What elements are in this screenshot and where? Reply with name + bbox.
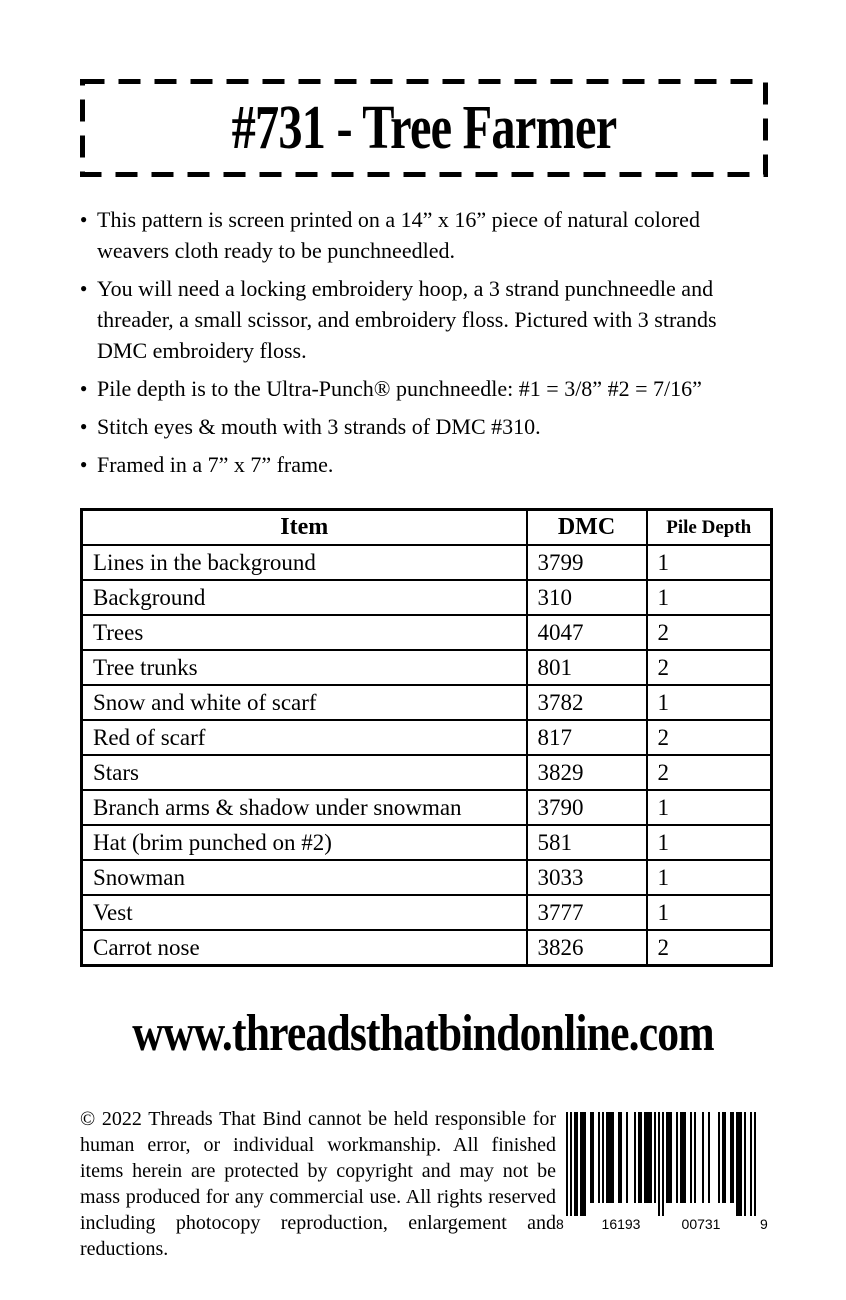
bullet-marker-icon: ●: [80, 212, 88, 226]
column-header: DMC: [527, 510, 647, 546]
table-row: [82, 545, 772, 580]
column-header: Item: [82, 510, 527, 546]
bullet-item: [80, 373, 772, 404]
bullet-text: Framed in a 7” x 7” frame.: [97, 452, 334, 477]
pile-depth-cell: 1: [647, 825, 772, 860]
table-row: [82, 650, 772, 685]
dmc-cell: 3033: [527, 860, 647, 895]
bullet-text: This pattern is screen printed on a 14” x 16” piece of natural colored weavers cloth ready to be punchneedled.: [97, 207, 700, 263]
bullet-text: Pile depth is to the Ultra-Punch® punchneedle: #1 = 3/8” #2 = 7/16”: [97, 376, 702, 401]
item-cell: Snowman: [82, 860, 527, 895]
pile-depth-cell: 1: [647, 545, 772, 580]
dmc-cell: 3790: [527, 790, 647, 825]
pile-depth-cell: 1: [647, 895, 772, 930]
dmc-cell: 3829: [527, 755, 647, 790]
bullet-item: [80, 449, 772, 480]
bullet-item: [80, 273, 772, 366]
pile-depth-cell: 1: [647, 860, 772, 895]
barcode-bars: [566, 1112, 756, 1216]
barcode-right-group: 00731: [681, 1216, 721, 1232]
copyright-text: © 2022 Threads That Bind cannot be held responsible for human error, or individual workmanship. All finished items herein are protected by copyright and may not be mass produced for any commercial use. All rights reserved including photocopy reproduction, enlargement and reductions.: [80, 1108, 556, 1260]
table-row: [82, 825, 772, 860]
bullet-item: [80, 411, 772, 442]
page-title: #731 - Tree Farmer: [231, 93, 617, 162]
item-cell: Vest: [82, 895, 527, 930]
item-cell: Trees: [82, 615, 527, 650]
item-cell: Stars: [82, 755, 527, 790]
pile-depth-cell: 1: [647, 685, 772, 720]
title-box: [80, 79, 768, 177]
floss-table-header: [82, 510, 772, 546]
barcode-image: [556, 1112, 770, 1236]
bullet-text: You will need a locking embroidery hoop, a 3 strand punchneedle and threader, a small scissor, and embroidery floss. Pictured with 3 strands DMC embroidery floss.: [97, 276, 717, 363]
table-row: [82, 615, 772, 650]
item-cell: Branch arms & shadow under snowman: [82, 790, 527, 825]
bullet-item: [80, 204, 772, 266]
table-row: [82, 755, 772, 790]
pile-depth-cell: 2: [647, 930, 772, 966]
floss-table-body: [82, 545, 772, 966]
floss-table: [80, 508, 773, 967]
dmc-cell: 3799: [527, 545, 647, 580]
bullet-marker-icon: ●: [80, 419, 88, 433]
pile-depth-cell: 2: [647, 650, 772, 685]
table-row: [82, 895, 772, 930]
item-cell: Hat (brim punched on #2): [82, 825, 527, 860]
pile-depth-cell: 2: [647, 720, 772, 755]
table-row: [82, 860, 772, 895]
instructions-list: [80, 204, 772, 487]
table-row: [82, 720, 772, 755]
barcode-right-digit: 9: [760, 1216, 768, 1232]
pile-depth-cell: 1: [647, 580, 772, 615]
table-row: [82, 930, 772, 966]
pile-depth-cell: 2: [647, 755, 772, 790]
header-row: [82, 510, 772, 546]
pile-depth-cell: 1: [647, 790, 772, 825]
item-cell: Tree trunks: [82, 650, 527, 685]
footer: [80, 1106, 770, 1262]
bullet-marker-icon: ●: [80, 457, 88, 471]
item-cell: Carrot nose: [82, 930, 527, 966]
bullet-text: Stitch eyes & mouth with 3 strands of DMC #310.: [97, 414, 541, 439]
column-header: Pile Depth: [647, 510, 772, 546]
barcode-left-digit: 8: [556, 1216, 564, 1232]
item-cell: Lines in the background: [82, 545, 527, 580]
item-cell: Snow and white of scarf: [82, 685, 527, 720]
dmc-cell: 3782: [527, 685, 647, 720]
table-row: [82, 580, 772, 615]
pile-depth-cell: 2: [647, 615, 772, 650]
table-row: [82, 790, 772, 825]
barcode: [556, 1106, 770, 1241]
bullet-marker-icon: ●: [80, 281, 88, 295]
dmc-cell: 801: [527, 650, 647, 685]
dmc-cell: 581: [527, 825, 647, 860]
dmc-cell: 310: [527, 580, 647, 615]
website-url: www.threadsthatbindonline.com: [132, 1005, 714, 1062]
bullet-marker-icon: ●: [80, 381, 88, 395]
table-row: [82, 685, 772, 720]
dmc-cell: 3777: [527, 895, 647, 930]
item-cell: Red of scarf: [82, 720, 527, 755]
dmc-cell: 817: [527, 720, 647, 755]
dmc-cell: 4047: [527, 615, 647, 650]
item-cell: Background: [82, 580, 527, 615]
dmc-cell: 3826: [527, 930, 647, 966]
barcode-left-group: 16193: [601, 1216, 641, 1232]
